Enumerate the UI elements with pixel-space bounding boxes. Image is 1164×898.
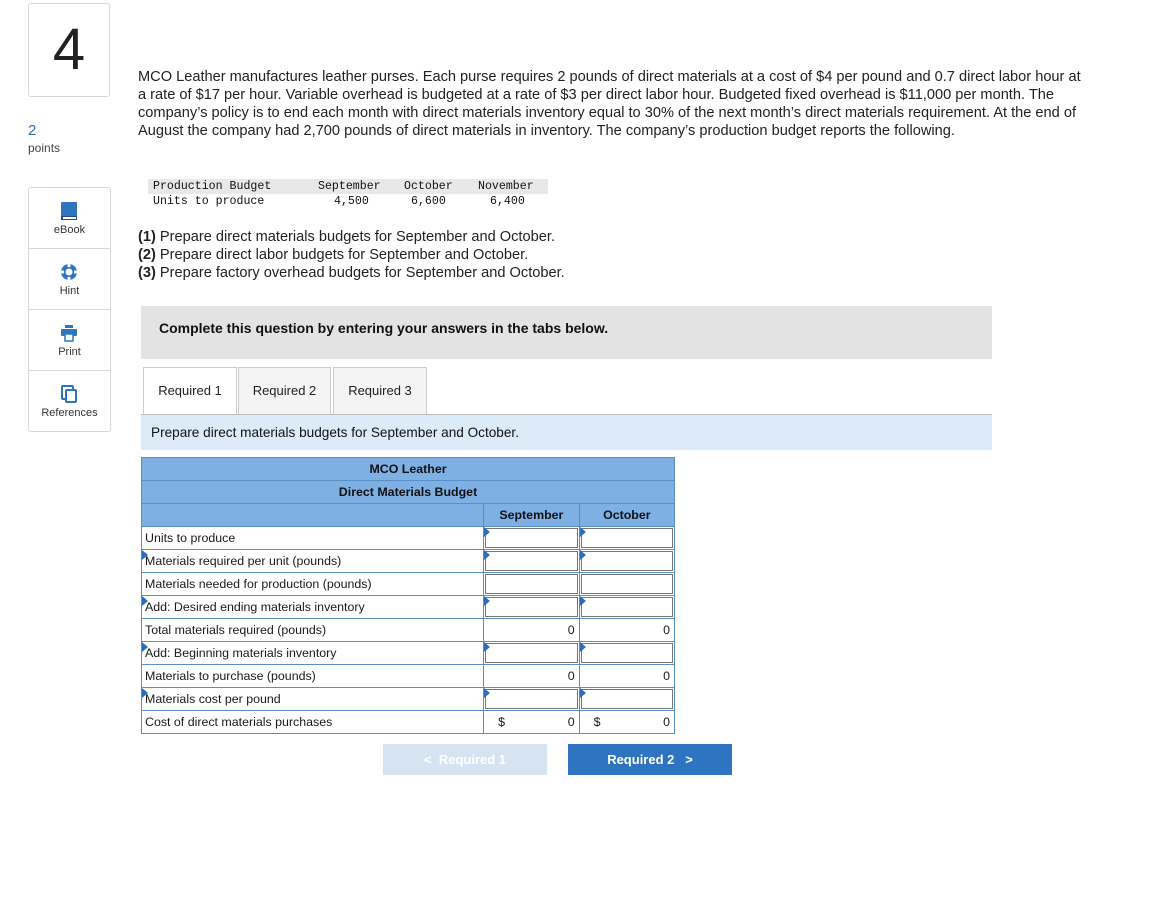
prev-label: Required 1 bbox=[438, 752, 506, 767]
budget-company: MCO Leather bbox=[142, 458, 675, 481]
tab-required-3[interactable]: Required 3 bbox=[333, 367, 427, 414]
points-label: points bbox=[28, 141, 61, 155]
instruction-bar bbox=[141, 415, 992, 450]
cost-purchases-sep: $ 0 bbox=[484, 711, 580, 734]
problem-text: MCO Leather manufactures leather purses. Each purse requires 2 pounds of direct materials at a cost of $4 per pound and 0.7 direct labor hour at a rate of $17 per hour. Variable overhead is budgeted at a rate of $3 per direct labor hour. Budgeted fixed overhead is $11,000 per month. The company’s policy is to end each month with direct materials inventory equal to 30% of the next month’s direct materials requirement. At the end of August the company had 2,700 pounds of direct materials in inventory. The company’s production budget reports the following. bbox=[138, 69, 1081, 139]
instruction-text: Prepare direct materials budgets for September and October. bbox=[151, 425, 519, 440]
month-november: November bbox=[478, 180, 534, 193]
production-budget-header bbox=[148, 179, 548, 194]
materials-needed-oct-input[interactable] bbox=[579, 573, 674, 596]
references-button[interactable] bbox=[29, 371, 110, 431]
book-icon bbox=[60, 201, 78, 221]
tab-required-2[interactable]: Required 2 bbox=[238, 367, 331, 414]
prev-required-button[interactable] bbox=[383, 744, 547, 775]
materials-per-unit-oct-input[interactable] bbox=[579, 550, 674, 573]
units-produce-oct-input[interactable] bbox=[579, 527, 674, 550]
complete-banner-text: Complete this question by entering your answers in the tabs below. bbox=[159, 320, 609, 336]
references-label: References bbox=[41, 407, 98, 419]
beginning-inventory-oct-input[interactable] bbox=[579, 642, 674, 665]
row-label: Units to produce bbox=[142, 527, 484, 550]
ending-inventory-sep-input[interactable] bbox=[484, 596, 580, 619]
cost-per-pound-sep-input[interactable] bbox=[484, 688, 580, 711]
materials-purchase-sep: 0 bbox=[484, 665, 580, 688]
units-produce-sep-input[interactable] bbox=[484, 527, 580, 550]
row-label: Materials needed for production (pounds) bbox=[142, 573, 484, 596]
ending-inventory-oct-input[interactable] bbox=[579, 596, 674, 619]
total-required-sep: 0 bbox=[484, 619, 580, 642]
table-row bbox=[142, 619, 675, 642]
row-label: Add: Desired ending materials inventory bbox=[142, 596, 484, 619]
budget-title: Direct Materials Budget bbox=[142, 481, 675, 504]
next-required-button[interactable] bbox=[568, 744, 732, 775]
production-budget-row bbox=[148, 194, 548, 209]
hint-button[interactable] bbox=[29, 249, 110, 310]
total-required-oct: 0 bbox=[579, 619, 674, 642]
materials-purchase-oct: 0 bbox=[579, 665, 674, 688]
table-row bbox=[142, 550, 675, 573]
units-october: 6,600 bbox=[411, 195, 446, 208]
row-label: Materials to purchase (pounds) bbox=[142, 665, 484, 688]
materials-needed-sep-input[interactable] bbox=[484, 573, 580, 596]
tab-required-1[interactable]: Required 1 bbox=[143, 367, 237, 415]
units-september: 4,500 bbox=[334, 195, 369, 208]
budget-label-header bbox=[142, 504, 484, 527]
cost-per-pound-oct-input[interactable] bbox=[579, 688, 674, 711]
materials-per-unit-sep-input[interactable] bbox=[484, 550, 580, 573]
production-budget-title: Production Budget bbox=[153, 180, 272, 193]
row-label: Cost of direct materials purchases bbox=[142, 711, 484, 734]
tools-panel bbox=[28, 187, 111, 432]
table-row bbox=[142, 688, 675, 711]
requirements-list bbox=[138, 228, 565, 282]
month-october: October bbox=[404, 180, 453, 193]
requirement-1: (1) Prepare direct materials budgets for September and October. bbox=[138, 229, 555, 245]
row-label: Total materials required (pounds) bbox=[142, 619, 484, 642]
complete-banner bbox=[141, 306, 992, 359]
units-to-produce-label: Units to produce bbox=[153, 195, 265, 208]
requirement-3: (3) Prepare factory overhead budgets for September and October. bbox=[138, 265, 565, 281]
production-budget-table bbox=[148, 179, 548, 209]
table-row bbox=[142, 711, 675, 734]
ebook-label: eBook bbox=[53, 224, 86, 236]
table-row bbox=[142, 665, 675, 688]
requirement-2: (2) Prepare direct labor budgets for September and October. bbox=[138, 247, 529, 263]
direct-materials-budget-table bbox=[141, 457, 675, 734]
points-value: 2 bbox=[28, 122, 37, 139]
col-october: October bbox=[579, 504, 674, 527]
hint-label: Hint bbox=[59, 285, 80, 297]
row-label: Add: Beginning materials inventory bbox=[142, 642, 484, 665]
units-november: 6,400 bbox=[490, 195, 525, 208]
cost-purchases-oct: $ 0 bbox=[579, 711, 674, 734]
table-row bbox=[142, 642, 675, 665]
question-number: 4 bbox=[28, 3, 110, 97]
table-row bbox=[142, 573, 675, 596]
month-september: September bbox=[318, 180, 381, 193]
printer-icon bbox=[60, 323, 78, 343]
lifebuoy-icon bbox=[60, 262, 78, 282]
chevron-left-icon: < bbox=[423, 752, 432, 767]
ebook-button[interactable] bbox=[29, 188, 110, 249]
row-label: Materials cost per pound bbox=[142, 688, 484, 711]
row-label: Materials required per unit (pounds) bbox=[142, 550, 484, 573]
col-september: September bbox=[484, 504, 580, 527]
chevron-right-icon: > bbox=[685, 752, 693, 767]
print-label: Print bbox=[58, 346, 81, 358]
table-row bbox=[142, 527, 675, 550]
print-button[interactable] bbox=[29, 310, 110, 371]
next-label: Required 2 bbox=[607, 752, 675, 767]
copy-icon bbox=[60, 384, 78, 404]
table-row bbox=[142, 596, 675, 619]
beginning-inventory-sep-input[interactable] bbox=[484, 642, 580, 665]
